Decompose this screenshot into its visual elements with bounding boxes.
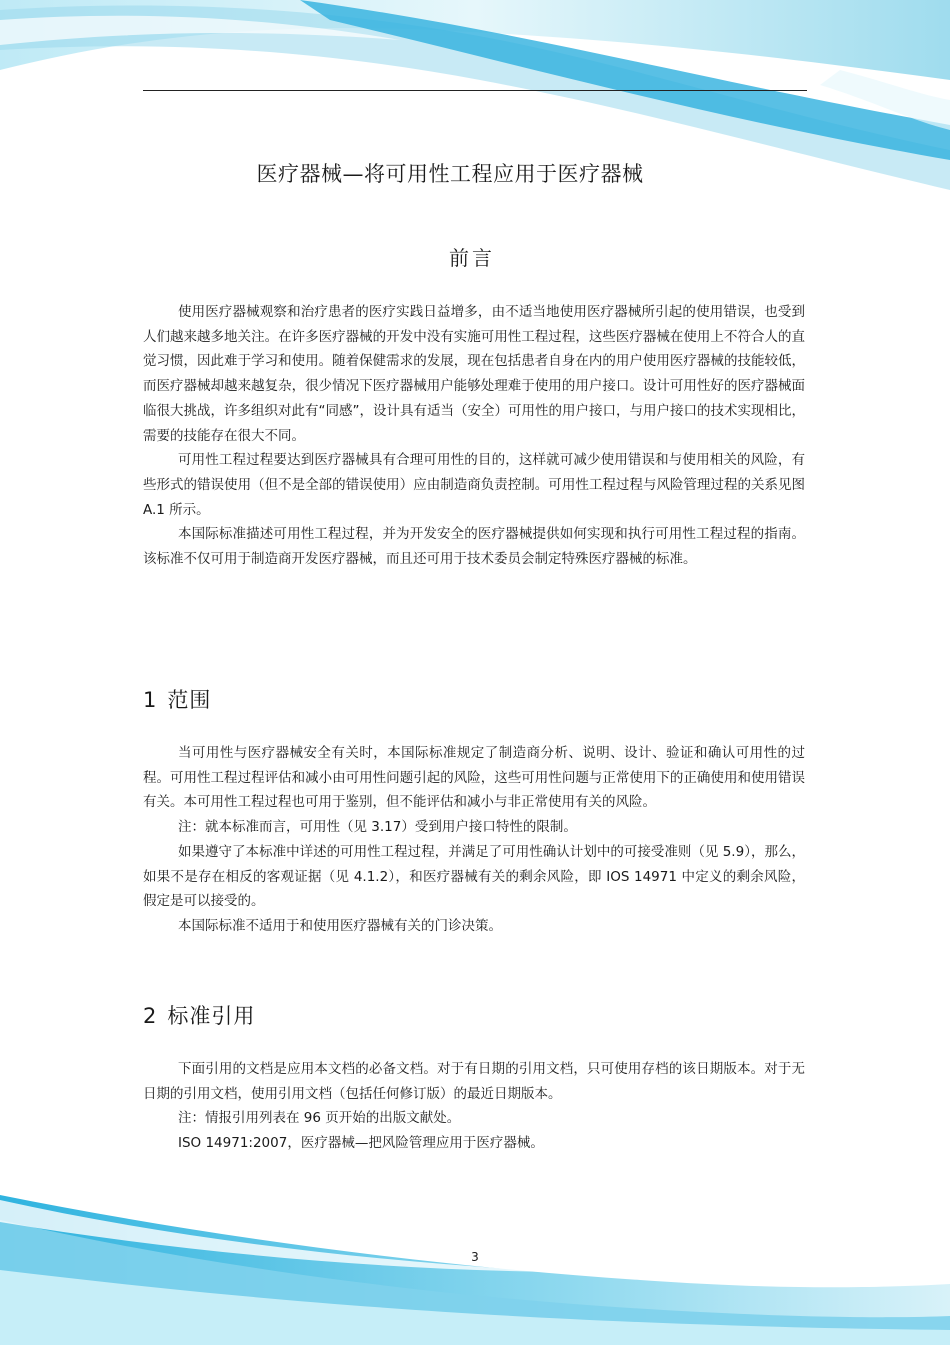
section-2-body	[143, 1057, 805, 1156]
section-2-title: 标准引用	[167, 1004, 256, 1028]
preface-body	[143, 300, 805, 572]
section-1-heading	[143, 684, 211, 714]
header-rule	[143, 90, 807, 91]
section-1-title: 范围	[167, 688, 212, 712]
section-2-note: 注：情报引用列表在 96 页开始的出版文献处。	[178, 1110, 461, 1127]
section-1-paragraph-2: 如果遵守了本标准中详述的可用性工程过程，并满足了可用性确认计划中的可接受准则（见 5.9），那么，如果不是存在相反的客观证据（见 4.1.2），和医疗器械有关的剩余风险，即 IOS 14971 中定义的剩余风险，假定是可以接受的。	[143, 843, 805, 910]
section-2-paragraph-1: 下面引用的文档是应用本文档的必备文档。对于有日期的引用文档，只可使用存档的该日期版本。对于无日期的引用文档，使用引用文档（包括任何修订版）的最近日期版本。	[143, 1061, 805, 1102]
section-2-number: 2	[143, 1004, 158, 1028]
section-1-body	[143, 741, 805, 939]
preface-paragraph-1: 使用医疗器械观察和治疗患者的医疗实践日益增多，由不适当地使用医疗器械所引起的使用错误，也受到人们越来越多地关注。在许多医疗器械的开发中没有实施可用性工程过程，这些医疗器械在使用上不符合人的直觉习惯，因此难于学习和使用。随着保健需求的发展，现在包括患者自身在内的用户使用医疗器械的技能较低，而医疗器械却越来越复杂，很少情况下医疗器械用户能够处理难于使用的用户接口。设计可用性好的医疗器械面临很大挑战，许多组织对此有“同感”，设计具有适当（安全）可用性的用户接口，与用户接口的技术实现相比，需要的技能存在很大不同。	[143, 304, 805, 444]
preface-paragraph-2: 可用性工程过程要达到医疗器械具有合理可用性的目的，这样就可减少使用错误和与使用相关的风险，有些形式的错误使用（但不是全部的错误使用）应由制造商负责控制。可用性工程过程与风险管理过程的关系见图 A.1 所示。	[143, 452, 805, 518]
preface-heading: 前言	[449, 246, 495, 270]
document-title: 医疗器械—将可用性工程应用于医疗器械	[256, 162, 644, 186]
preface-paragraph-3: 本国际标准描述可用性工程过程，并为开发安全的医疗器械提供如何实现和执行可用性工程过程的指南。该标准不仅可用于制造商开发医疗器械，而且还可用于技术委员会制定特殊医疗器械的标准。	[143, 526, 805, 568]
section-2-reference: ISO 14971:2007，医疗器械—把风险管理应用于医疗器械。	[178, 1135, 544, 1152]
section-2-heading	[143, 1000, 255, 1030]
section-1-paragraph-1: 当可用性与医疗器械安全有关时，本国际标准规定了制造商分析、说明、设计、验证和确认可用性的过程。可用性工程过程评估和减小由可用性问题引起的风险，这些可用性问题与正常使用下的正确使用和使用错误有关。本可用性工程过程也可用于鉴别，但不能评估和减小与非正常使用有关的风险。	[143, 745, 805, 811]
section-1-note: 注：就本标准而言，可用性（见 3.17）受到用户接口特性的限制。	[178, 819, 577, 836]
section-1-number: 1	[143, 688, 158, 712]
page-number: 3	[471, 1250, 479, 1264]
section-1-paragraph-3: 本国际标准不适用于和使用医疗器械有关的门诊决策。	[178, 917, 502, 934]
